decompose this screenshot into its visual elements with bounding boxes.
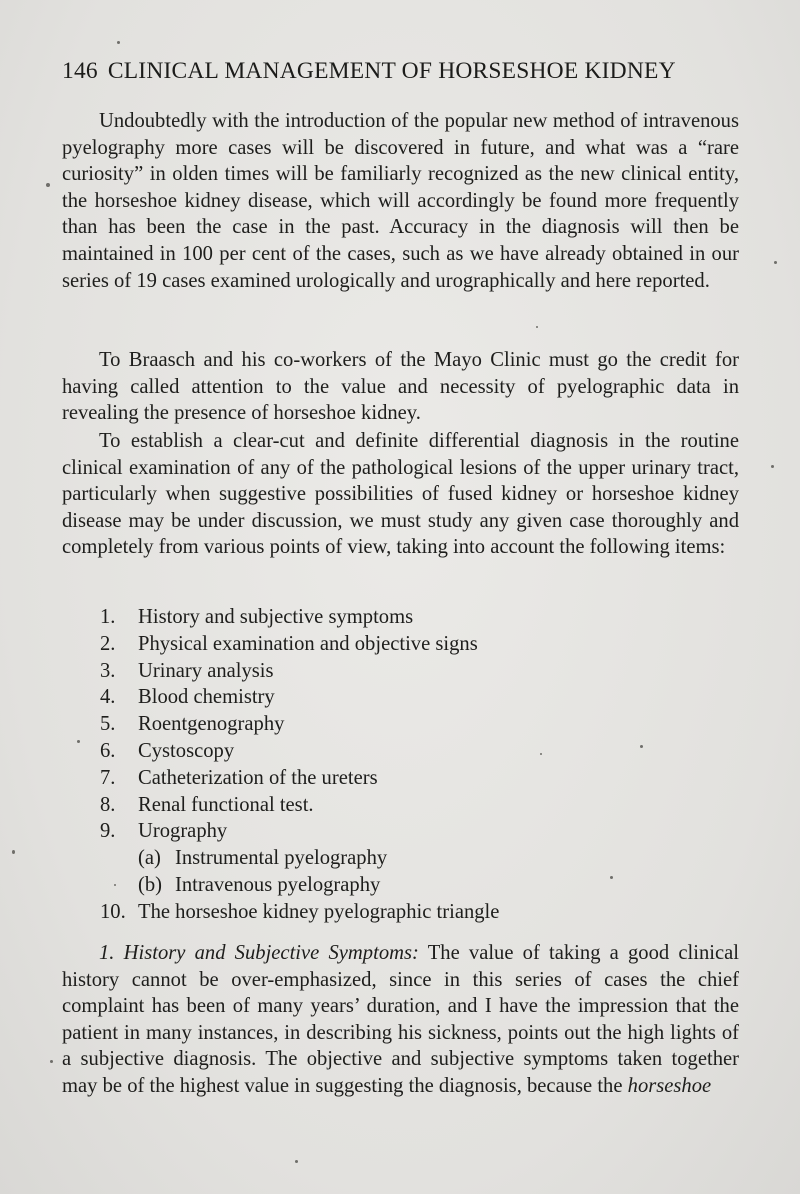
list-item bbox=[100, 818, 700, 845]
paragraph-2-text: To Braasch and his co-workers of the Mayo Clinic must go the credit for having called attention to the value and necessity of pyelographic data in revealing the presence of horseshoe kidney. bbox=[62, 349, 739, 425]
chapter-title: CLINICAL MANAGEMENT OF HORSESHOE KIDNEY bbox=[107, 58, 676, 84]
list-item-text: Urography bbox=[138, 820, 228, 843]
list-item-number: 8. bbox=[100, 793, 116, 816]
list-item bbox=[100, 711, 700, 738]
paper-speck bbox=[610, 876, 613, 879]
paper-speck bbox=[540, 753, 542, 755]
paragraph-1 bbox=[62, 108, 739, 294]
list-item-text: Urinary analysis bbox=[138, 659, 274, 682]
list-item-text: Roentgenography bbox=[138, 713, 285, 736]
list-item-text: History and subjective symptoms bbox=[138, 606, 414, 628]
list-item-number: 10. bbox=[100, 900, 126, 923]
paper-speck bbox=[774, 261, 777, 264]
list-item bbox=[100, 604, 700, 631]
paper-speck bbox=[536, 326, 538, 328]
list-item-number: 5. bbox=[100, 713, 116, 736]
paragraph-4-text: The value of taking a good clinical history cannot be over-emphasized, since in this series of cases the chief complaint has been of many years’ duration, and I have the impression that the patient in many instances, in describing his sickness, points out the high lights of a subjective diagnosis. The objective and subjective symptoms taken together may be of the highest value in suggesting the diagnosis, because the bbox=[62, 942, 739, 1097]
paragraph-4 bbox=[62, 940, 739, 1100]
list-item-text: Physical examination and objective signs bbox=[138, 632, 478, 655]
list-item-text: Catheterization of the ureters bbox=[138, 766, 378, 789]
list-item bbox=[100, 684, 700, 711]
list-subitem-text: Intravenous pyelography bbox=[175, 873, 381, 896]
list-item bbox=[100, 738, 700, 765]
paper-speck bbox=[117, 41, 120, 44]
paper-speck bbox=[50, 1060, 53, 1063]
paragraph-3-text: To establish a clear-cut and definite differential diagnosis in the routine clinical examination of any of the pathological lesions of the upper urinary tract, particularly when suggestive possibilities of fused kidney or horseshoe kidney disease may be under discussion, we must study any given case thoroughly and completely from various points of view, taking into account the following items: bbox=[62, 430, 739, 559]
list-item bbox=[100, 658, 700, 685]
paper-speck bbox=[771, 465, 774, 468]
paragraph-1-text: Undoubtedly with the introduction of the popular new method of intravenous pyelography more cases will be discovered in future, and what was a “rare curiosity” in olden times will be familiarly recognized as the new clinical entity, the horseshoe kidney disease, which will accordingly be found more frequently than has been the case in the past. Accuracy in the diagnosis will then be maintained in 100 per cent of the cases, such as we have already obtained in our series of 19 cases examined urologically and urographically and here reported. bbox=[62, 110, 739, 292]
paragraph-4-tail: horseshoe bbox=[627, 1074, 712, 1097]
list-item-number: 6. bbox=[100, 739, 116, 762]
paper-speck bbox=[114, 884, 116, 886]
running-header bbox=[62, 58, 752, 85]
paper-speck bbox=[77, 740, 80, 743]
list-item bbox=[100, 631, 700, 658]
paper-speck bbox=[295, 1160, 298, 1163]
list-item bbox=[100, 792, 700, 819]
list-item-text: Blood chemistry bbox=[138, 686, 275, 709]
paragraph-3 bbox=[62, 428, 739, 561]
list-item-number: 3. bbox=[100, 659, 116, 682]
list-item bbox=[100, 899, 700, 926]
list-subitem bbox=[100, 845, 700, 872]
paragraph-2 bbox=[62, 347, 739, 427]
list-item-number: 4. bbox=[100, 686, 116, 709]
list-subitem-letter: (a) bbox=[138, 847, 161, 870]
list-item-text: The horseshoe kidney pyelographic triangle bbox=[138, 900, 500, 923]
list-item-text: Renal functional test. bbox=[138, 793, 314, 816]
list-item-number: 2. bbox=[100, 632, 116, 655]
paper-speck bbox=[640, 745, 643, 748]
section-heading: 1. History and Subjective Symptoms: bbox=[99, 942, 419, 964]
paper-speck bbox=[46, 183, 50, 187]
list-item-text: Cystoscopy bbox=[138, 739, 235, 762]
paper-speck bbox=[12, 850, 15, 854]
list-item-number: 7. bbox=[100, 766, 116, 789]
page-number: 146 bbox=[62, 58, 98, 84]
list-subitem-text: Instrumental pyelography bbox=[175, 847, 388, 870]
list-item-number: 9. bbox=[100, 820, 116, 843]
list-subitem-letter: (b) bbox=[138, 873, 163, 896]
list-item bbox=[100, 765, 700, 792]
list-item-number: 1. bbox=[100, 606, 116, 628]
